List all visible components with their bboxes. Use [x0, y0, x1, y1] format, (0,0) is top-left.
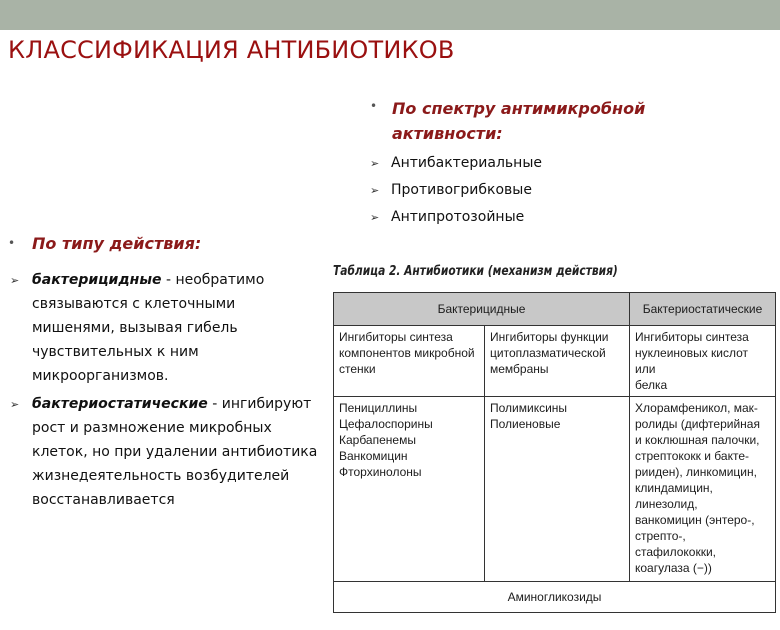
spectrum-list	[370, 150, 542, 231]
table-row	[334, 397, 776, 582]
table-cell: Ингибиторы синтеза компонентов микробной стенки	[334, 326, 485, 397]
table-cell: Полимиксины Полиеновые	[485, 397, 630, 582]
arrow-bullet-icon: ➢	[370, 184, 380, 197]
table-cell: Ингибиторы функции цитоплазматической мембраны	[485, 326, 630, 397]
table-cell: Пенициллины Цефалоспорины Карбапенемы Ванкомицин Фторхинолоны	[334, 397, 485, 582]
table-row	[334, 582, 776, 613]
top-decor-bar	[0, 0, 780, 30]
spectrum-heading-line1: По спектру антимикробной	[392, 99, 646, 118]
arrow-bullet-icon: ➢	[370, 157, 380, 170]
header-bactericidal: Бактерицидные	[334, 293, 630, 326]
table-header-row	[334, 293, 776, 326]
table-title: Таблица 2. Антибиотики (механизм действия)	[333, 264, 618, 279]
bullet-dot: •	[8, 236, 16, 250]
spectrum-heading-line2: активности:	[392, 124, 503, 143]
slide-title: КЛАССИФИКАЦИЯ АНТИБИОТИКОВ	[8, 36, 455, 64]
action-heading: По типу действия:	[32, 234, 202, 253]
mechanism-table	[333, 292, 776, 613]
bacteriostatic-term: бактериостатические	[32, 396, 208, 412]
arrow-bullet-icon: ➢	[370, 211, 380, 224]
aminoglycosides-cell: Аминогликозиды	[334, 582, 776, 613]
bullet-dot: •	[370, 99, 378, 113]
bacteriostatic-description	[32, 392, 322, 512]
list-item: ➢ Противогрибковые	[370, 177, 542, 204]
arrow-bullet-icon: ➢	[10, 398, 20, 411]
table-cell: Ингибиторы синтеза нуклеиновых кислот или белка	[630, 326, 776, 397]
bactericidal-description	[32, 268, 322, 388]
table-row	[334, 326, 776, 397]
header-bacteriostatic: Бактериостатические	[630, 293, 776, 326]
bacteriostatic-text: - ингибируют рост и размножение микробных клеток, но при удалении антибиотика жизнедеятельность возбудителей восстанавливается	[32, 396, 318, 508]
spectrum-heading	[392, 96, 712, 146]
arrow-bullet-icon: ➢	[10, 274, 20, 287]
bactericidal-term: бактерицидные	[32, 272, 162, 288]
list-item: ➢ Антипротозойные	[370, 204, 542, 231]
bactericidal-text: - необратимо связываются с клеточными мишенями, вызывая гибель чувствительных к ним микроорганизмов.	[32, 272, 265, 384]
table-cell: Хлорамфеникол, мак- ролиды (дифтерийная и коклюшная палочки, стрептококк и бакте- рииден), линкомицин, клиндамицин, линезолид, ванкомицин (энтеро-, стрепто-, стафилококки, коагулаза (−))	[630, 397, 776, 582]
list-item: ➢ Антибактериальные	[370, 150, 542, 177]
